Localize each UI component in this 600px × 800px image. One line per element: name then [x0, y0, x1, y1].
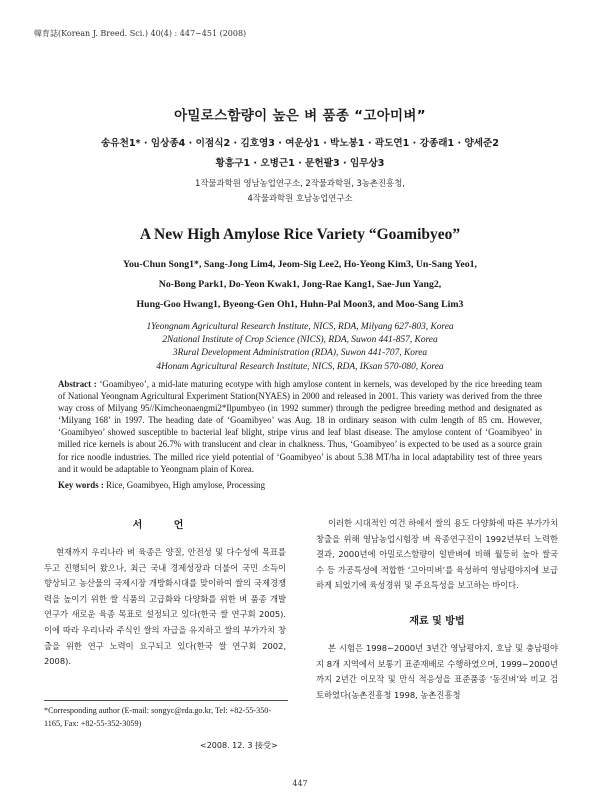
korean-title: 아밀로스함량이 높은 벼 품종 “고아미벼”	[174, 108, 426, 124]
intro-heading: 서 언	[132, 520, 198, 531]
korean-authors-line-1: 송유천1* · 임상종4 · 이점식2 · 김호영3 · 여운상1 · 박노봉1 · 곽도연1 · 강종래1 · 양세준2	[101, 138, 499, 149]
korean-affiliations	[40, 176, 560, 206]
english-authors-line-2: No-Bong Park1, Do-Yeon Kwak1, Jong-Rae Kang1, Sae-Jun Yang2,	[158, 279, 442, 290]
english-authors-line-1: You-Chun Song1*, Sang-Jong Lim4, Jeom-Sig Lee2, Ho-Yeong Kim3, Un-Sang Yeo1,	[123, 259, 477, 270]
korean-authors	[40, 134, 560, 174]
methods-heading: 재료 및 방법	[409, 615, 465, 627]
journal-header: 韓育誌(Korean J. Breed. Sci.) 40(4) : 447∼451 (2008)	[34, 29, 247, 38]
abstract	[58, 378, 542, 475]
english-affil-2: 2National Institute of Crop Science (NICS), RDA, Suwon 441-857, Korea	[162, 335, 438, 346]
english-affil-4: 4Honam Agricultural Research Institute, NICS, RDA, IKsan 570-080, Korea	[156, 361, 444, 372]
intro-paragraph: 현재까지 우리나라 벼 육종은 양질, 안전성 및 다수성에 목표를 두고 진행되어 왔으나, 최근 국내 경제성장과 더불어 국민 소득이 향상되고 농산물의 국제시장 개방화시대를 맞이하여 쌀의 국제경쟁력을 높이기 위한 쌀 식품의 고급화와 다양화를 위한 벼 품종 개발 연구가 새로운 육종 목표로 설정되고 있다(한국 쌀 연구회 2005). 이에 따라 우리나라 주식인 쌀의 자급을 유지하고 쌀의 부가가치 창출을 위한 연구 노력이 요구되고 있다(한국 쌀 연구회 2002, 2008).	[44, 547, 286, 667]
english-authors	[44, 255, 556, 315]
abstract-text: ‘Goamibyeo’, a mid-late maturing ecotype with high amylose content in kernels, was developed by the rice breeding team of National Yeongnam Agricultural Experiment Station(NYAES) in 2000 and released in 2001. This variety was derived from the three way cross of Milyang 95//Kimcheonaengmi2*Ilpumbyeo (in 1992 summer) through the pedigree breeding method and designated as ‘Milyang 168’ in 1997. The heading date of ‘Goamibyeo’ was Aug. 18 in ordinary season with culm length of 85 cm. However, ‘Goamibyeo’ showed susceptible to bacterial leaf blight, stripe virus and leaf blast disease. The amylose content of ‘Goamibyeo’ in milled rice kernels is about 26.7% with translucent and clear in chalkness. Thus, ‘Goamibyeo’ is expected to be used as a source grain for rice noodle industries. The milled rice yield potential of ‘Goamibyeo’ is about 5.38 MT/ha in local adaptability test of three years and it would be adaptable to Yeongnam plain of Korea.	[58, 379, 543, 474]
methods-paragraph: 본 시험은 1998∼2000년 3년간 영남평야지, 호남 및 충남평야지 8개 지역에서 보통기 표준재배로 수행하였으며, 1999∼2000년 까지 2년간 이모작 및 만식 적응성을 표준품종 ‘동진벼’와 비교 검토하였다(농촌진흥청 1998, 농촌진흥청	[316, 642, 558, 700]
english-title: A New High Amylose Rice Variety “Goamibyeo”	[139, 226, 461, 243]
keywords-label: Key words :	[58, 480, 104, 490]
keywords	[58, 480, 542, 490]
intro-paragraph-2: 이러한 시대적인 여건 하에서 쌀의 용도 다양화에 따른 부가가치 창출을 위해 영남농업시험장 벼 육종연구진이 1992년부터 노력한 결과, 2000년에 아밀로스함량이 일반벼에 비해 월등히 높아 쌀국수 등 가공특성에 적합한 ‘고아미벼’를 육성하여 영남평야지에 보급하게 되었기에 육성경위 및 주요특성을 보고하는 바이다.	[316, 518, 558, 591]
english-affiliations	[40, 321, 560, 374]
corresponding-author-footnote: *Corresponding author (E-mail: songyc@rda.go.kr, Tel: +82-55-350-1165, Fax: +82-55-352-3059)	[44, 700, 288, 730]
page-number: 447	[292, 779, 308, 788]
korean-affil-line-2: 4작물과학원 호남농업연구소	[247, 193, 353, 203]
right-column	[316, 516, 558, 721]
english-authors-line-3: Hung-Goo Hwang1, Byeong-Gen Oh1, Huhn-Pal Moon3, and Moo-Sang Lim3	[136, 299, 464, 310]
english-affil-1: 1Yeongnam Agricultural Research Institute, NICS, RDA, Milyang 627-803, Korea	[146, 322, 454, 332]
abstract-label: Abstract :	[58, 379, 97, 389]
english-affil-3: 3Rural Development Administration (RDA), Suwon 441-707, Korea	[172, 348, 428, 359]
left-column	[44, 516, 286, 670]
korean-affil-line-1: 1작물과학원 영남농업연구소, 2작물과학원, 3농촌진흥청,	[195, 178, 405, 188]
korean-authors-line-2: 황흥구1 · 오병근1 · 문헌팔3 · 임무상3	[215, 158, 385, 169]
keywords-text: Rice, Goamibyeo, High amylose, Processing	[106, 480, 266, 490]
received-date: <2008. 12. 3 接受>	[200, 741, 278, 750]
